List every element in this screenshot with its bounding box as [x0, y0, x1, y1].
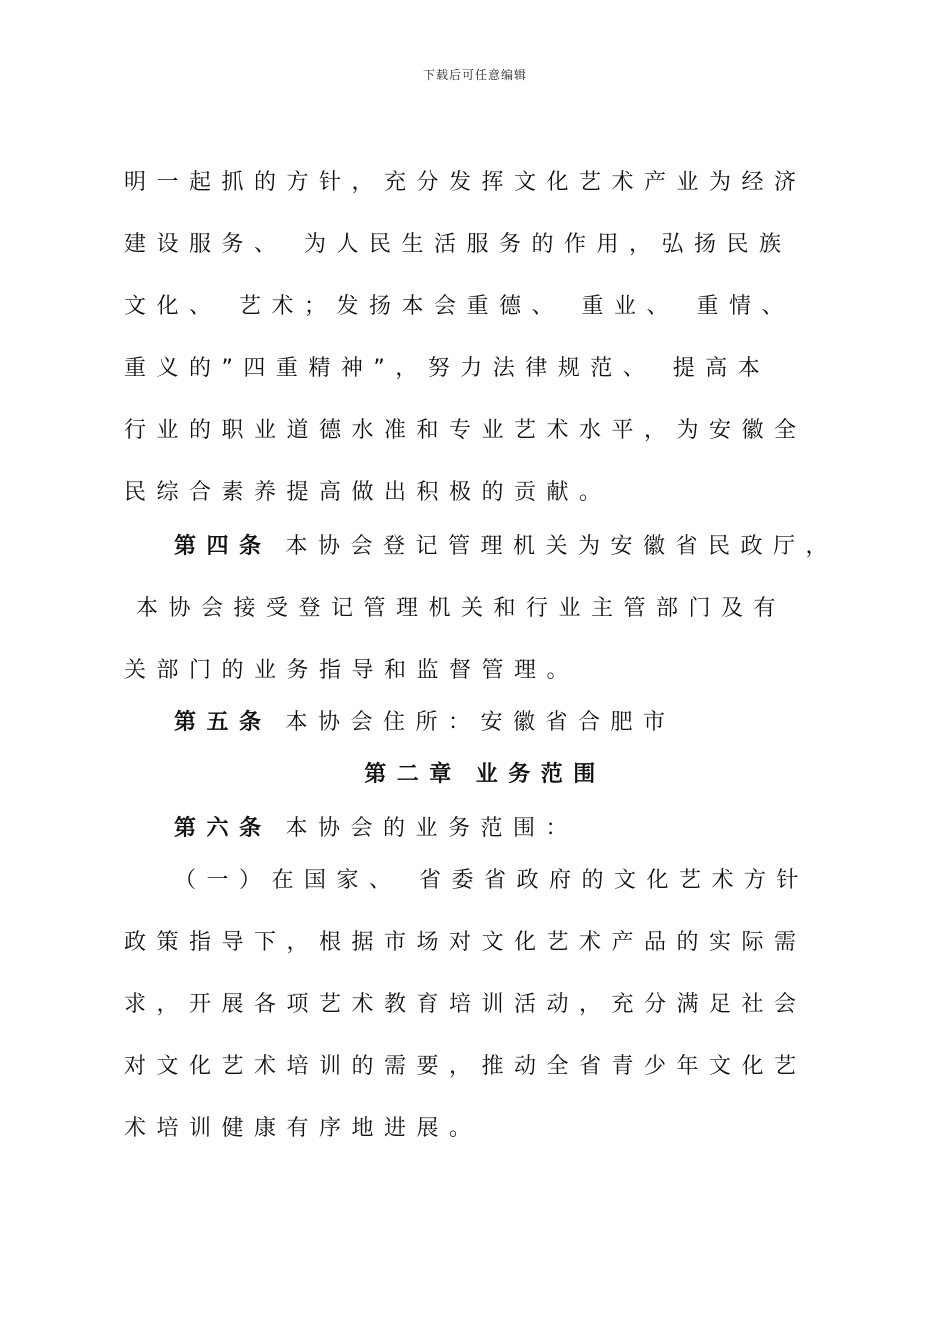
article-6 — [174, 814, 578, 844]
article-text: 本协会的业务范围： — [285, 816, 579, 841]
page-header: 下载后可任意编辑 — [422, 68, 527, 82]
article-label: 第五条 — [174, 710, 272, 735]
body-line: 政策指导下，根据市场对文化艺术产品的实际需 — [124, 930, 807, 955]
article-text: 本协会登记管理机关为安徽省民政厅， — [285, 534, 839, 559]
article-4 — [174, 532, 838, 562]
body-line: 明一起抓的方针，充分发挥文化艺术产业为经济 — [124, 170, 807, 195]
article-label: 第四条 — [174, 534, 272, 559]
body-line: 文化、 艺术；发扬本会重德、 重业、 重情、 — [124, 294, 794, 319]
body-line: 关部门的业务指导和监督管理。 — [124, 658, 580, 683]
chapter-number: 第二章 — [364, 762, 462, 787]
body-line: 对文化艺术培训的需要，推动全省青少年文化艺 — [124, 1054, 807, 1079]
article-label: 第六条 — [174, 816, 272, 841]
body-line: 本协会接受登记管理机关和行业主管部门及有 — [136, 596, 787, 621]
body-line: 重义的”四重精神”，努力法律规范、 提高本 — [124, 356, 771, 381]
body-line: （一）在国家、 省委省政府的文化艺术方针 — [174, 868, 809, 893]
body-line: 建设服务、 为人民生活服务的作用，弘扬民族 — [124, 232, 792, 257]
chapter-heading — [0, 760, 950, 790]
body-line: 行业的职业道德水准和专业艺术水平，为安徽全 — [124, 418, 807, 443]
body-line: 求，开展各项艺术教育培训活动，充分满足社会 — [124, 992, 807, 1017]
article-5 — [174, 708, 676, 738]
article-text: 本协会住所：安徽省合肥市 — [285, 710, 676, 735]
body-line: 民综合素养提高做出积极的贡献。 — [124, 480, 612, 505]
chapter-title: 业务范围 — [475, 762, 606, 787]
body-line: 术培训健康有序地进展。 — [124, 1116, 482, 1141]
